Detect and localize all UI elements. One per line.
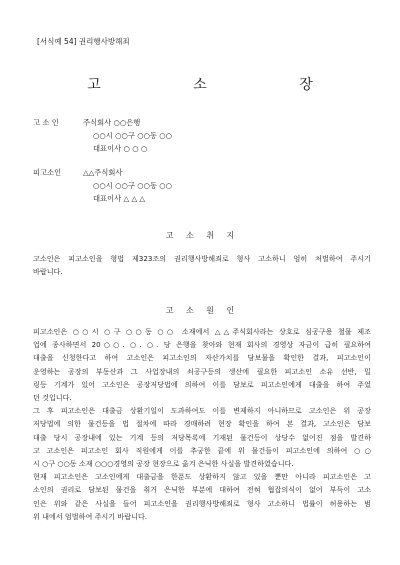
purpose-paragraph	[33, 252, 371, 278]
purpose-heading: 고 소 취 지	[165, 231, 240, 240]
reason-line: 던 것입니다.	[33, 393, 72, 403]
reason-line: 현재 피고소인은 고소인에게 대출금을 한푼도 상환하지 않고 있을 뿐만 아니라 피고소인은 고	[33, 472, 371, 482]
reason-line: 그 후 피고소인은 대출금 상환기일이 도과하여도 이를 변제하지 아니하므로 고소인은 위 공장	[33, 406, 371, 416]
reason-paragraph-1	[33, 325, 371, 523]
reason-line: 시 ○구 ○○동 소재 ○○○경영의 공장 현장으로 옮겨 은닉한 사실을 발견하였습니다.	[33, 459, 294, 469]
accused-representative: 대표이사 △ △ △	[93, 194, 145, 203]
reason-line: 저당법에 의한 물건등을 법 절차에 따라 경매하려 현장 확인을 하여 본 결과, 고소인은 담보	[33, 419, 371, 429]
purpose-line: 바랍니다.	[33, 267, 63, 277]
reason-line: 소인의 권리로 담보된 물건을 취거 은닉한 부분에 대하여 전혀 협잡의식이 없어 부득이 고소	[33, 485, 371, 495]
reason-line: 피고소인은 ○○시 ○구 ○○동 ○○ 소재에서 △△주식회사라는 상호로 심공구용 철물 제조	[33, 327, 371, 336]
complainant-role: 고 소 인	[33, 118, 59, 127]
complainant-representative: 대표이사 ○ ○ ○	[93, 144, 148, 153]
reason-heading: 고 소 원 인	[165, 306, 240, 315]
reason-line: 업에 종사하면서 20○○. ○. ○. 당 은행을 찾아와 현재 회사의 경영상 자금이 급히 필요하여	[33, 340, 371, 350]
complainant-address: ○○시 ○○구 ○○동 ○○	[93, 131, 173, 140]
document-title: 고 소 장	[87, 77, 357, 93]
reason-line: 링등 기계가 있어 고소인은 공장저당법에 의하여 이를 담보로 피고소인에게 대출을 하여 주었	[33, 379, 371, 389]
purpose-line: 고소인은 피고소인을 형법 제323조의 권리행사방해죄로 형사 고소하니 엄히 처벌하여 주시기	[33, 254, 371, 263]
accused-address: ○○시 ○○구 ○○동 ○○	[93, 181, 173, 190]
reason-line: 위 내에서 엄벌하여 주시기 바랍니다.	[33, 511, 148, 521]
reason-line: 운영하는 공장의 부동산과 그 사업장내의 쇠공구등의 생산에 필요한 피고소인 소유 선반, 밀	[33, 366, 371, 376]
complainant-name: 주식회사 ○○은행	[83, 118, 141, 127]
reason-line: 인은 위와 같은 사실을 들어 피고소인을 권리행사방해죄로 형사 고소하니 법률이 허용하는 범	[33, 498, 371, 508]
accused-role: 피고소인	[33, 168, 62, 177]
reason-line: 대출 당시 공장내에 있는 기계 등의 저당목록에 기재된 물건등이 상당수 없어진 점을 발견하	[33, 432, 371, 442]
accused-name: △△주식회사	[83, 168, 123, 177]
reason-line: 고 고소인은 피고소인 회사 직원에게 이를 추궁한 끝에 위 물건들이 피고소인에 의하여 ○○	[33, 445, 371, 455]
reason-line: 대출을 신청한다고 하여 고소인은 피고소인의 자산가치를 담보물을 확인한 결과, 피고소인이	[33, 353, 371, 363]
form-label: [서식예 54] 권리행사방해죄	[37, 37, 130, 46]
